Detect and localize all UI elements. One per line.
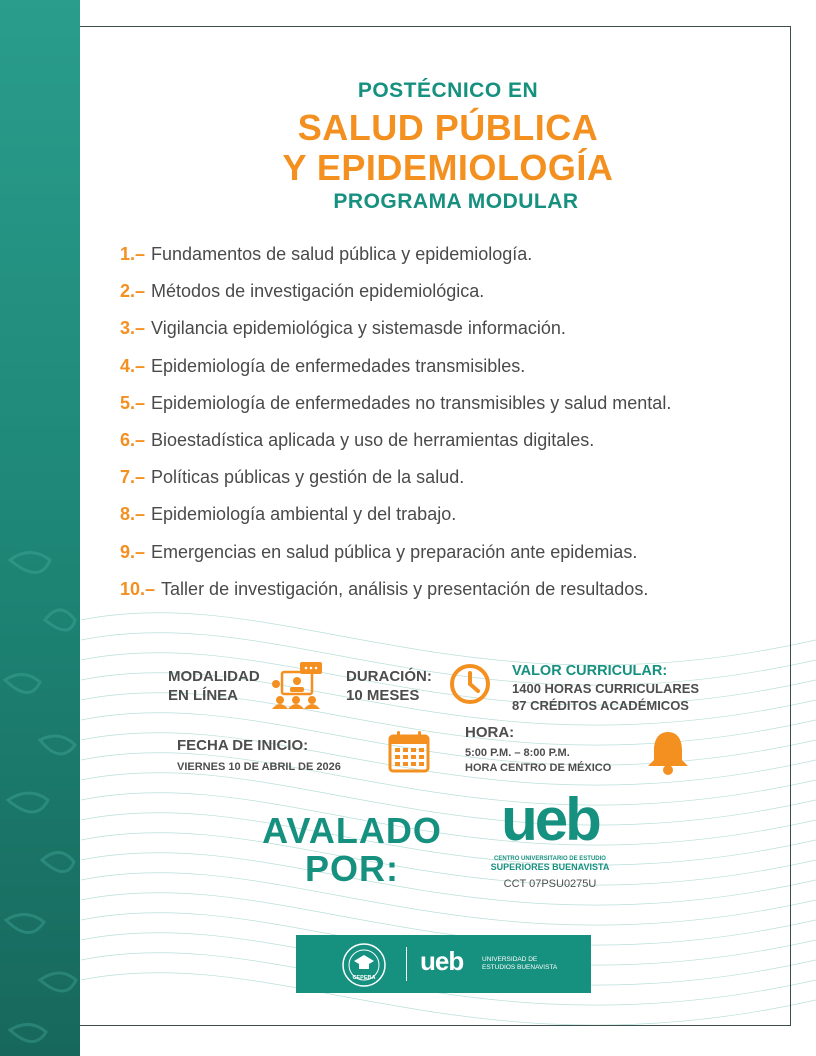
module-item: 5.– Epidemiología de enfermedades no transmisibles y salud mental. xyxy=(120,392,672,413)
module-item: 6.– Bioestadística aplicada y uso de herramientas digitales. xyxy=(120,429,595,450)
fecha-inicio: FECHA DE INICIO: VIERNES 10 DE ABRIL DE 2026 xyxy=(177,737,341,773)
bell-icon xyxy=(644,728,692,776)
footer-university-name: UNIVERSIDAD DE ESTUDIOS BUENAVISTA xyxy=(482,956,558,971)
module-item: 3.– Vigilancia epidemiológica y sistemasde información. xyxy=(120,318,566,339)
calendar-icon xyxy=(387,729,431,773)
heading-salud-publica: SALUD PÚBLICA xyxy=(297,107,599,148)
seal-text: CEPEBA xyxy=(352,975,376,981)
online-class-icon xyxy=(270,662,326,710)
cct-code: CCT 07PSU0275U xyxy=(503,878,597,890)
module-item: 7.– Políticas públicas y gestión de la salud. xyxy=(120,467,465,488)
ueb-logo: ueb CENTRO UNIVERSITARIO DE ESTUDIO SUPERIORES BUENAVISTA CCT 07PSU0275U xyxy=(485,790,615,890)
cepeba-seal-icon xyxy=(340,941,388,989)
valor-curricular: VALOR CURRICULAR: 1400 HORAS CURRICULARES 87 CRÉDITOS ACADÉMICOS xyxy=(512,663,700,713)
module-item: 8.– Epidemiología ambiental y del trabajo. xyxy=(120,504,457,525)
module-item: 9.– Emergencias en salud pública y preparación ante epidemias. xyxy=(120,541,638,562)
pattern-decoration xyxy=(0,0,80,1056)
module-item: 10.– Taller de investigación, análisis y presentación de resultados. xyxy=(120,578,649,599)
footer-divider xyxy=(406,947,407,981)
module-item: 4.– Epidemiología de enfermedades transmisibles. xyxy=(120,355,526,376)
clock-icon xyxy=(448,662,492,706)
duracion-label: DURACIÓN: 10 MESES xyxy=(346,668,432,704)
heading-postecnico: POSTÉCNICO EN xyxy=(357,79,539,102)
footer-ueb: ueb xyxy=(420,946,464,976)
heading-programa-modular: PROGRAMA MODULAR xyxy=(333,190,579,213)
heading-epidemiologia: Y EPIDEMIOLOGÍA xyxy=(282,147,614,188)
module-item: 2.– Métodos de investigación epidemiológica. xyxy=(120,281,485,302)
modules-list xyxy=(120,244,671,616)
side-band xyxy=(0,0,80,1056)
module-item: 1.– Fundamentos de salud pública y epidemiología. xyxy=(120,244,533,264)
avalado-por: AVALADO POR: xyxy=(262,810,442,889)
modalidad-label: MODALIDAD EN LÍNEA xyxy=(168,668,260,704)
footer-bar xyxy=(296,935,591,993)
hora-info: HORA: 5:00 P.M. – 8:00 P.M. HORA CENTRO DE MÉXICO xyxy=(465,724,612,774)
